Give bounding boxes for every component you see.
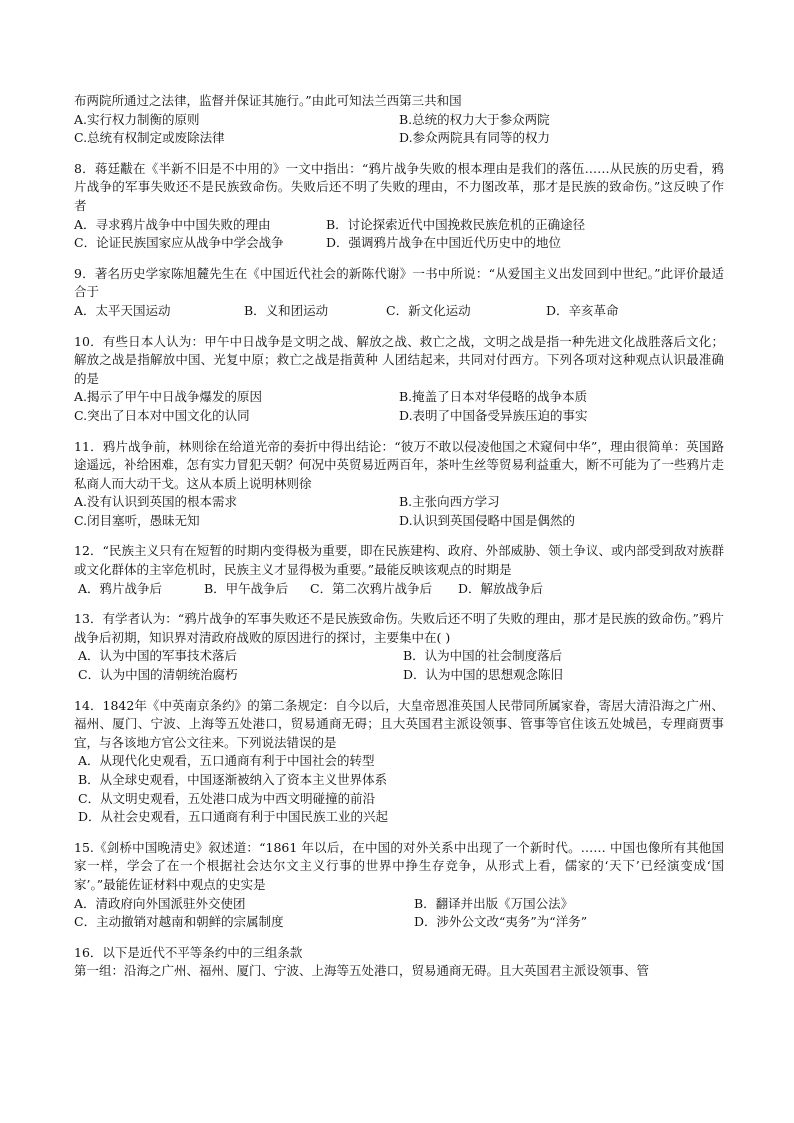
options bbox=[74, 913, 724, 932]
option-c: C.闭目塞听，愚昧无知 bbox=[74, 512, 200, 528]
option-d: D.表明了中国备受异族压迫的事实 bbox=[399, 407, 588, 423]
options bbox=[74, 111, 724, 148]
question-stem: 14．1842年《中英南京条约》的第二条规定：自今以后，大皇帝恩准英国人民带同所属家眷，寄居大清沿海之广州、福州、厦门、宁波、上海等五处港口，贸易通商无碍；且大英国君主派设领事、管事等官住该五处城邑，专理商贾事宜，与各该地方官公文往来。下列说法错误的是 bbox=[74, 697, 724, 750]
question-11 bbox=[74, 438, 724, 531]
option-b: B.主张向西方学习 bbox=[399, 494, 500, 510]
exam-page bbox=[74, 92, 724, 981]
option-c: C.突出了日本对中国文化的认同 bbox=[74, 407, 250, 423]
option-a: A．从现代化史观看，五口通商有利于中国社会的转型 bbox=[78, 753, 375, 769]
question-15 bbox=[74, 839, 724, 932]
option-d: D.认识到英国侵略中国是偶然的 bbox=[399, 512, 576, 528]
question-stem: 13．有学者认为：“鸦片战争的军事失败还不是民族致命伤。失败后还不明了失败的理由，那才是民族的致命伤。”鸦片战争后初期，知识界对清政府战败的原因进行的探讨，主要集中在( ) bbox=[74, 611, 724, 645]
option-c: C．第二次鸦片战争后 bbox=[310, 580, 433, 596]
option-d: D．涉外公文改“夷务”为“洋务” bbox=[414, 914, 588, 930]
question-8 bbox=[74, 160, 724, 253]
question-13 bbox=[74, 610, 724, 684]
question-stem: 布两院所通过之法律，监督并保证其施行。”由此可知法兰西第三共和国 bbox=[74, 93, 462, 108]
option-d: D．解放战争后 bbox=[458, 580, 544, 596]
option-d: D．辛亥革命 bbox=[546, 302, 619, 318]
option-b: B．认为中国的社会制度落后 bbox=[403, 648, 563, 664]
question-stem: 8．蒋廷黻在《半新不旧是不中用的》一文中指出：“鸦片战争失败的根本理由是我们的落伍……从民族的历史看，鸦片战争的军事失败还不是民族致命伤。失败后还不明了失败的理由，不力图改革，那才是民族的致命伤。”这反映了作者 bbox=[74, 160, 724, 213]
option-b: B．讨论探索近代中国挽救民族危机的正确途径 bbox=[326, 216, 586, 232]
option-c: C．认为中国的清朝统治腐朽 bbox=[78, 667, 238, 683]
option-b: B．义和团运动 bbox=[244, 302, 329, 318]
clause-group-1: 第一组：沿海之广州、福州、厦门、宁波、上海等五处港口，贸易通商无碍。且大英国君主派设领事、管 bbox=[74, 963, 650, 979]
question-12 bbox=[74, 542, 724, 598]
options bbox=[74, 647, 724, 684]
option-a: A．寻求鸦片战争中中国失败的理由 bbox=[74, 216, 271, 232]
option-c: C．主动撤销对越南和朝鲜的宗属制度 bbox=[74, 914, 284, 930]
option-c: C．从文明史观看，五处港口成为中西文明碰撞的前沿 bbox=[78, 790, 376, 806]
question-14 bbox=[74, 697, 724, 827]
options bbox=[74, 234, 724, 253]
option-c: C．论证民族国家应从战争中学会战争 bbox=[74, 235, 284, 251]
option-a: A．鸦片战争后 bbox=[78, 580, 163, 596]
question-9 bbox=[74, 265, 724, 321]
option-a: A.揭示了甲午中日战争爆发的原因 bbox=[74, 389, 263, 405]
options bbox=[74, 388, 724, 425]
question-stem: 16．以下是近代不平等条约中的三组条款 bbox=[74, 944, 303, 960]
option-c: C．新文化运动 bbox=[386, 302, 471, 318]
option-b: B．翻译并出版《万国公法》 bbox=[414, 895, 574, 911]
options bbox=[74, 302, 724, 321]
question-stem: 10．有些日本人认为：甲午中日战争是文明之战、解放之战、救亡之战，文明之战是指一种先进文化战胜落后文化；解放之战是指解放中国、光复中原；救亡之战是指黄种 人团结起来，共同对付西方。下列各项对这种观点认识最准确的是 bbox=[74, 333, 724, 386]
question-10 bbox=[74, 333, 724, 426]
options bbox=[74, 216, 724, 235]
question-stem: 12．“民族主义只有在短暂的时期内变得极为重要，即在民族建构、政府、外部威胁、领土争议、或内部受到敌对族群或文化群体的主宰危机时，民族主义才显得极为重要。”最能反映该观点的时期是 bbox=[74, 543, 724, 578]
option-b: B．从全球史观看，中国逐渐被纳入了资本主义世界体系 bbox=[78, 772, 388, 787]
option-c: C.总统有权制定或废除法律 bbox=[74, 130, 225, 146]
option-b: B.掩盖了日本对华侵略的战争本质 bbox=[399, 389, 588, 405]
option-a: A.没有认识到英国的根本需求 bbox=[74, 494, 238, 510]
option-b: B.总统的权力大于参众两院 bbox=[399, 111, 550, 127]
option-d: D．从社会史观看，五口通商有利于中国民族工业的兴起 bbox=[78, 809, 389, 825]
question-stem: 11．鸦片战争前，林则徐在给道光帝的奏折中得出结论：“彼万不敢以侵凌他国之术窥伺中华”，理由很简单：英国路途遥远，补给困难，怎有实力冒犯天朝？何况中英贸易近两百年，茶叶生丝等贸易利益重大，断不可能为了一些鸦片走私商人而大动干戈。这从本质上说明林则徐 bbox=[74, 438, 725, 491]
options bbox=[74, 493, 724, 530]
option-d: D．认为中国的思想观念陈旧 bbox=[403, 667, 564, 683]
option-a: A.实行权力制衡的原则 bbox=[74, 111, 200, 127]
option-a: A．清政府向外国派驻外交使团 bbox=[74, 895, 246, 911]
option-a: A．认为中国的军事技术落后 bbox=[78, 648, 238, 664]
options bbox=[74, 580, 724, 599]
option-a: A．太平天国运动 bbox=[74, 302, 171, 318]
options bbox=[74, 895, 724, 914]
option-d: D.参众两院具有同等的权力 bbox=[399, 130, 551, 146]
question-7 bbox=[74, 92, 724, 148]
question-16 bbox=[74, 944, 724, 981]
option-d: D．强调鸦片战争在中国近代历史中的地位 bbox=[326, 235, 562, 251]
question-stem: 15.《剑桥中国晚清史》叙述道：“1861 年以后，在中国的对外关系中出现了一个新时代。…… 中国也像所有其他国家一样，学会了在一个根据社会达尔文主义行事的世界中挣生存竞争，从形式上看，儒家的‘天下’已经演变成‘国家’。”最能佐证材料中观点的史实是 bbox=[74, 839, 724, 892]
option-b: B．甲午战争后 bbox=[204, 580, 289, 596]
question-stem: 9．著名历史学家陈旭麓先生在《中国近代社会的新陈代谢》一书中所说：“从爱国主义出发回到中世纪。”此评价最适合于 bbox=[74, 265, 724, 300]
